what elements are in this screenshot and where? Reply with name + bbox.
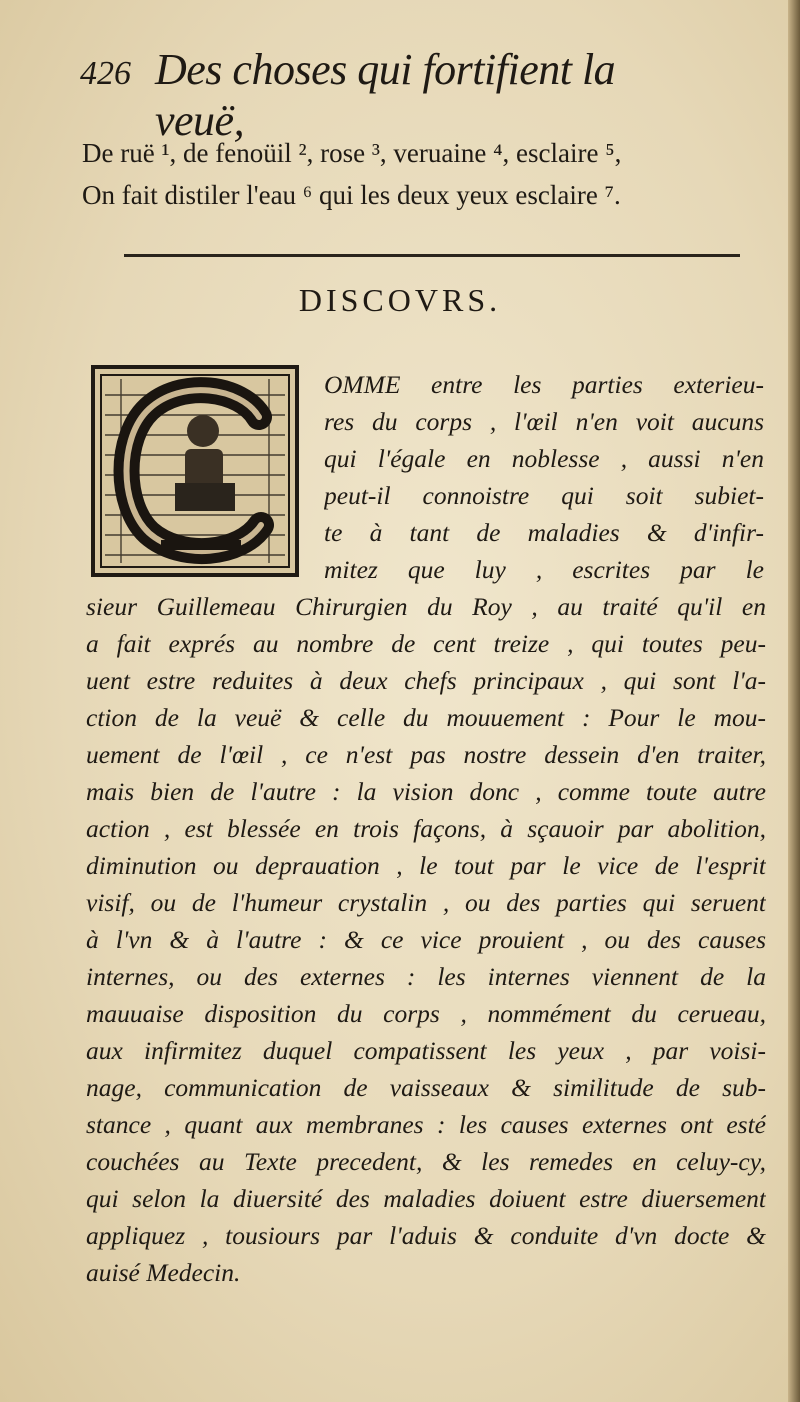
text-line: OMME entre les parties exterieu- [324,370,764,399]
text-line: peut-il connoistre qui soit subiet- [324,481,764,510]
text-line: qui l'égale en noblesse , aussi n'en [324,444,764,473]
text-line: auisé Medecin. [86,1258,241,1287]
text-line: nage, communication de vaisseaux & similitude de sub- [86,1073,766,1102]
woodcut-initial-icon [91,365,299,577]
text-line: uent estre reduites à deux chefs principaux , qui sont l'a- [86,666,766,695]
running-title: Des choses qui fortifient la veuë, [155,45,616,145]
text-line: ction de la veuë & celle du mouuement : Pour le mou- [86,703,766,732]
verse-line-2: On fait distiler l'eau ⁶ qui les deux yeux esclaire ⁷. [82,180,621,210]
page-header [80,44,700,145]
text-line: aux infirmitez duquel compatissent les yeux , par voisi- [86,1036,766,1065]
text-line: couchées au Texte precedent, & les remedes en celuy-cy, [86,1147,766,1176]
text-beside-initial [324,366,764,588]
text-line: sieur Guillemeau Chirurgien du Roy , au traité qu'il en [86,592,766,621]
text-line: action , est blessée en trois façons, à sçauoir par abolition, [86,814,766,843]
verse-line-1: De ruë ¹, de fenoüil ², rose ³, veruaine ⁴, esclaire ⁵, [82,138,622,168]
text-line: mauuaise disposition du corps , nommément du cerueau, [86,999,766,1028]
text-line: appliquez , tousiours par l'aduis & conduite d'vn docte & [86,1221,766,1250]
page-number: 426 [80,55,131,92]
text-line: res du corps , l'œil n'en voit aucuns [324,407,764,436]
divider-rule [124,254,740,257]
text-line: visif, ou de l'humeur crystalin , ou des parties qui seruent [86,888,766,917]
text-line: mais bien de l'autre : la vision donc , comme toute autre [86,777,766,806]
text-line: qui selon la diuersité des maladies doiuent estre diuersement [86,1184,766,1213]
text-line: stance , quant aux membranes : les causes externes ont esté [86,1110,766,1139]
decorated-initial-c [91,365,299,577]
text-line: mitez que luy , escrites par le [324,555,764,584]
text-line: uement de l'œil , ce n'est pas nostre dessein d'en traiter, [86,740,766,769]
text-line: a fait exprés au nombre de cent treize , qui toutes peu- [86,629,766,658]
text-line: internes, ou des externes : les internes viennent de la [86,962,766,991]
section-title: DISCOVRS. [298,282,502,318]
text-line: te à tant de maladies & d'infir- [324,518,764,547]
text-line: à l'vn & à l'autre : & ce vice prouient , ou des causes [86,925,766,954]
body-text [86,588,766,1291]
text-line: diminution ou deprauation , le tout par le vice de l'esprit [86,851,766,880]
page-edge [788,0,800,1402]
